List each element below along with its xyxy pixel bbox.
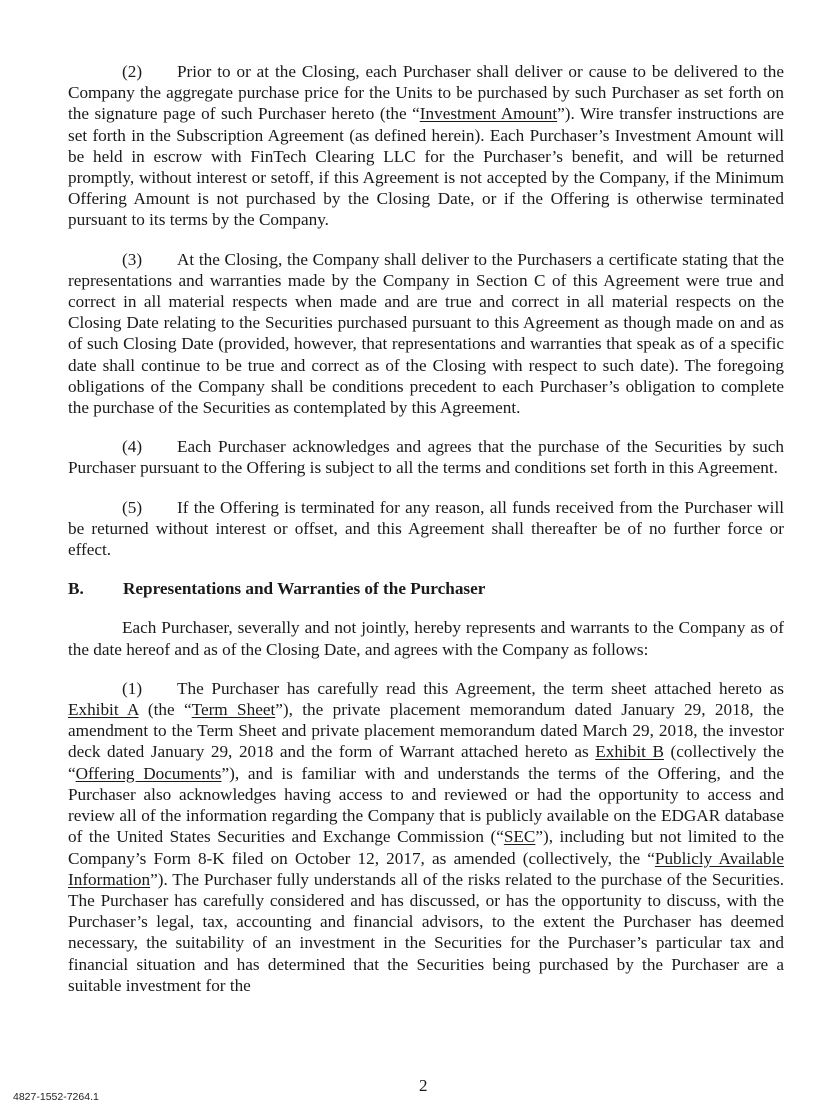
defined-term: Investment Amount <box>419 104 558 124</box>
section-b-number: B. <box>68 579 84 599</box>
section-a-paragraphs <box>68 61 784 560</box>
defined-term: Term Sheet <box>191 700 276 720</box>
paragraph-number: (3) <box>122 249 143 269</box>
defined-term: SEC <box>503 827 536 847</box>
paragraph-number: (2) <box>122 62 143 81</box>
paragraph-number: (5) <box>122 497 143 517</box>
section-b-intro: Each Purchaser, severally and not jointly, hereby represents and warrants to the Company as of the date hereof and as of the Closing Date, and agrees with the Company as follows: <box>68 618 784 659</box>
numbered-paragraph: (2) Prior to or at the Closing, each Purchaser shall deliver or cause to be delivered to the Company the aggregate purchase price for the Units to be purchased by such Purchaser as set forth on the signature page of such Purchaser hereto (the “Investment Amount”). Wire transfer instructions are set forth in the Subscription Agreement (as defined herein). Each Purchaser’s Investment Amount will be held in escrow with FinTech Clearing LLC for the Purchaser’s benefit, and will be returned promptly, without interest or setoff, if this Agreement is not accepted by the Company, if the Minimum Offering Amount is not purchased by the Closing Date, or if the Offering is otherwise terminated pursuant to its terms by the Company. <box>68 62 785 230</box>
section-b-paragraphs <box>68 678 784 996</box>
paragraph-number: (1) <box>122 678 143 698</box>
numbered-paragraph: (1) The Purchaser has carefully read this Agreement, the term sheet attached hereto as Exhibit A (the “Term Sheet”), the private placement memorandum dated January 29, 2018, the amendment to the Term Sheet and private placement memorandum dated March 29, 2018, the investor deck dated January 29, 2018 and the form of Warrant attached hereto as Exhibit B (collectively the “Offering Documents”), and is familiar with and understands the terms of the Offering, and the Purchaser also acknowledges having access to and reviewed or had the opportunity to access and review all of the information regarding the Company that is publicly available on the EDGAR database of the United States Securities and Exchange Commission (“SEC”), including but not limited to the Company’s Form 8-K filed on October 12, 2017, as amended (collectively, the “Publicly Available Information”). The Purchaser fully understands all of the risks related to the purchase of the Securities. The Purchaser has carefully considered and has discussed, or has the opportunity to discuss, with the Purchaser’s legal, tax, accounting and financial advisors, to the extent the Purchaser has deemed necessary, the suitability of an investment in the Securities for the Purchaser’s particular tax and financial situation and has determined that the Securities being purchased by the Purchaser are a suitable investment for the <box>68 678 785 995</box>
numbered-paragraph: (5) If the Offering is terminated for any reason, all funds received from the Purchaser will be returned without interest or offset, and this Agreement shall thereafter be of no further force or effect. <box>68 497 784 560</box>
defined-term: Exhibit B <box>595 742 664 762</box>
document-page <box>68 61 784 1014</box>
defined-term: Exhibit A <box>68 700 139 720</box>
numbered-paragraph: (3) At the Closing, the Company shall deliver to the Purchasers a certificate stating that the representations and warranties made by the Company in Section C of this Agreement were true and correct in all material respects when made and are true and correct in all material respects on the Closing Date relating to the Securities purchased pursuant to this Agreement as though made on and as of such Closing Date (provided, however, that representations and warranties that speak as of a specific date shall continue to be true and correct as of the Closing with respect to such date). The foregoing obligations of the Company shall be conditions precedent to each Purchaser’s obligation to complete the purchase of the Securities as contemplated by this Agreement. <box>68 249 784 418</box>
numbered-paragraph: (4) Each Purchaser acknowledges and agrees that the purchase of the Securities by such Purchaser pursuant to the Offering is subject to all the terms and conditions set forth in this Agreement. <box>68 437 784 478</box>
section-b-heading <box>68 578 784 599</box>
document-id: 4827-1552-7264.1 <box>13 1091 99 1103</box>
page-number: 2 <box>419 1076 428 1095</box>
section-b-title: Representations and Warranties of the Purchaser <box>123 579 486 599</box>
defined-term: Offering Documents <box>75 763 222 783</box>
defined-term: Publicly Available Information <box>68 848 784 889</box>
paragraph-number: (4) <box>122 437 143 457</box>
